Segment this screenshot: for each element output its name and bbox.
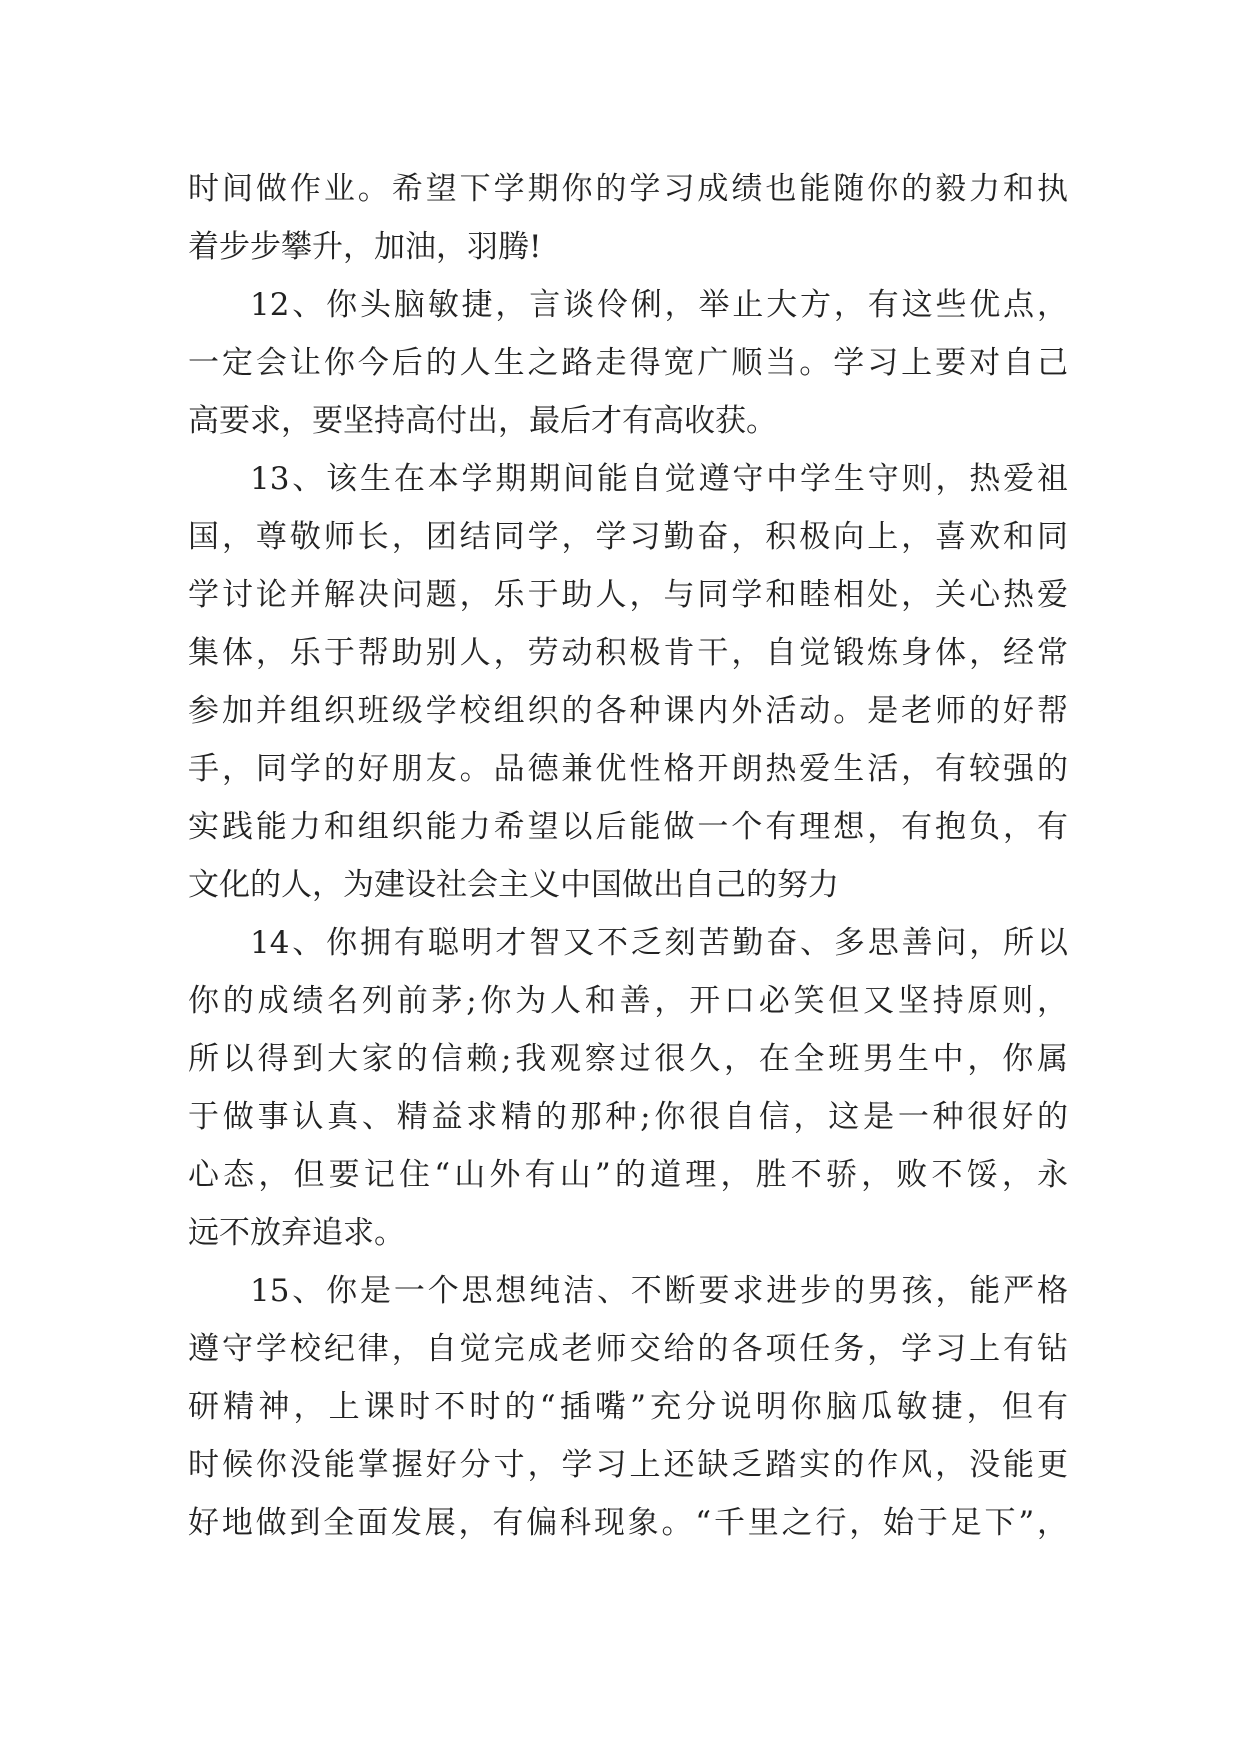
paragraph-15-first-line: 15、你是一个思想纯洁、不断要求进步的男孩，能严格 <box>250 1273 1068 1309</box>
text-line: 国，尊敬师长，团结同学，学习勤奋，积极向上，喜欢和同 <box>188 519 1068 555</box>
text-line: 集体，乐于帮助别人，劳动积极肯干，自觉锻炼身体，经常 <box>188 635 1068 671</box>
text-line: 着步步攀升，加油，羽腾! <box>188 229 542 265</box>
text-line: 文化的人，为建设社会主义中国做出自己的努力 <box>188 867 839 903</box>
text-line: 参加并组织班级学校组织的各种课内外活动。是老师的好帮 <box>188 693 1068 729</box>
text-line: 一定会让你今后的人生之路走得宽广顺当。学习上要对自己 <box>188 345 1068 381</box>
paragraph-12-first-line: 12、你头脑敏捷，言谈伶俐，举止大方，有这些优点， <box>250 287 1068 323</box>
text-line: 好地做到全面发展，有偏科现象。“千里之行，始于足下”， <box>188 1505 1068 1541</box>
text-line: 于做事认真、精益求精的那种;你很自信，这是一种很好的 <box>188 1099 1068 1135</box>
text-line: 心态，但要记住“山外有山”的道理，胜不骄，败不馁，永 <box>188 1157 1068 1193</box>
text-line: 实践能力和组织能力希望以后能做一个有理想，有抱负，有 <box>188 809 1068 845</box>
text-line: 所以得到大家的信赖;我观察过很久，在全班男生中，你属 <box>188 1041 1068 1077</box>
text-line: 远不放弃追求。 <box>188 1215 405 1251</box>
paragraph-13-first-line: 13、该生在本学期期间能自觉遵守中学生守则，热爱祖 <box>250 461 1068 497</box>
text-line: 时间做作业。希望下学期你的学习成绩也能随你的毅力和执 <box>188 171 1068 207</box>
text-line: 手，同学的好朋友。品德兼优性格开朗热爱生活，有较强的 <box>188 751 1068 787</box>
paragraph-14-first-line: 14、你拥有聪明才智又不乏刻苦勤奋、多思善问，所以 <box>250 925 1068 961</box>
text-line: 时候你没能掌握好分寸，学习上还缺乏踏实的作风，没能更 <box>188 1447 1068 1483</box>
text-line: 你的成绩名列前茅;你为人和善，开口必笑但又坚持原则， <box>188 983 1068 1019</box>
text-line: 研精神，上课时不时的“插嘴”充分说明你脑瓜敏捷，但有 <box>188 1389 1068 1425</box>
document-body <box>188 160 1068 1552</box>
text-line: 遵守学校纪律，自觉完成老师交给的各项任务，学习上有钻 <box>188 1331 1068 1367</box>
text-line: 学讨论并解决问题，乐于助人，与同学和睦相处，关心热爱 <box>188 577 1068 613</box>
text-line: 高要求，要坚持高付出，最后才有高收获。 <box>188 403 777 439</box>
